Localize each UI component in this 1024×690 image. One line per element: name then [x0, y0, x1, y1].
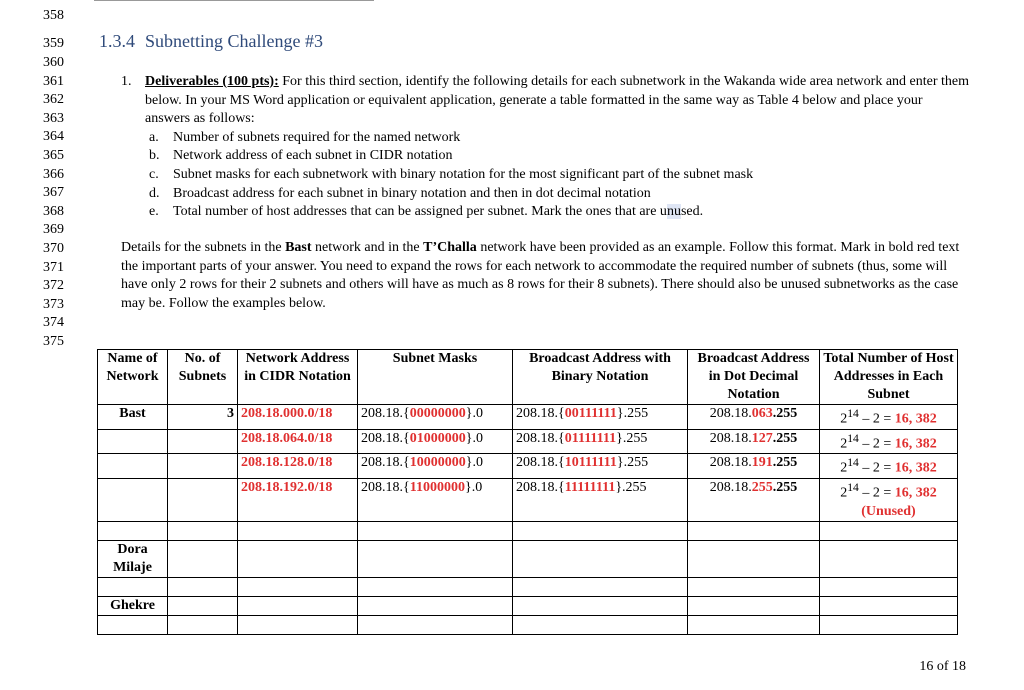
top-rule — [94, 0, 374, 3]
line-number: 371 — [43, 260, 64, 275]
hosts-base: 2 — [840, 485, 848, 501]
mask-prefix: 208.18.{ — [361, 430, 410, 446]
bb-suffix: }.255 — [615, 479, 647, 495]
table-row — [98, 540, 958, 577]
sub-item-letter: a. — [149, 129, 159, 145]
mask-binary: 01000000 — [409, 430, 466, 446]
bb-prefix: 208.18.{ — [516, 430, 565, 446]
broadcast-binary-cell — [513, 454, 688, 479]
table-header-row — [98, 350, 958, 405]
table-row — [98, 577, 958, 596]
line-number: 374 — [43, 315, 64, 330]
page-number: 16 of 18 — [919, 659, 966, 674]
header-host-count: Total Number of Host Addresses in Each Subnet — [820, 350, 958, 405]
hosts-cell — [820, 454, 958, 479]
broadcast-decimal-cell — [688, 429, 820, 454]
mask-prefix: 208.18.{ — [361, 479, 410, 495]
list-marker: 1. — [121, 74, 132, 89]
sub-item-text: Network address of each subnet in CIDR notation — [173, 148, 453, 164]
mask-binary: 10000000 — [409, 455, 466, 471]
cidr-cell: 208.18.192.0/18 — [238, 478, 358, 521]
table-row — [98, 405, 958, 430]
mask-prefix: 208.18.{ — [361, 455, 410, 471]
sub-item — [145, 129, 971, 148]
bd-prefix: 208.18. — [709, 406, 752, 421]
sub-item — [145, 203, 971, 222]
line-number: 373 — [43, 297, 64, 312]
line-number: 375 — [43, 334, 64, 349]
sub-item-text: Number of subnets required for the named network — [173, 129, 461, 145]
mask-suffix: }.0 — [465, 430, 483, 446]
mask-cell — [358, 454, 513, 479]
line-number: 368 — [43, 204, 64, 219]
bd-suffix: .255 — [772, 406, 798, 421]
header-network-name: Name of Network — [98, 350, 168, 405]
cidr-cell: 208.18.128.0/18 — [238, 454, 358, 479]
bd-suffix: .255 — [772, 455, 798, 471]
line-number: 358 — [43, 8, 64, 23]
deliverables-intro — [145, 73, 971, 129]
bd-red: 063 — [751, 406, 773, 421]
sub-item — [145, 147, 971, 166]
para-bold-bast: Bast — [285, 240, 312, 255]
hosts-exp: 14 — [847, 431, 859, 445]
sub-item-letter: c. — [149, 166, 159, 182]
mask-cell — [358, 429, 513, 454]
hosts-base: 2 — [840, 436, 848, 452]
deliverables-text: For this third section, identify the following details for each subnetwork in the Wakanda wide area network and enter them below. In your MS Word application or equivalent application, generate a table formatted in the same way as Table 4 below and place your answers as follows: — [145, 74, 970, 127]
line-number: 372 — [43, 278, 64, 293]
line-number: 365 — [43, 148, 64, 163]
bd-red: 127 — [751, 430, 773, 446]
sub-item-letter: b. — [149, 148, 160, 164]
bd-suffix: .255 — [772, 430, 798, 446]
mask-suffix: }.0 — [465, 455, 483, 471]
sub-item-text: Subnet masks for each subnetwork with binary notation for the most significant part of the subnet mask — [173, 166, 754, 182]
details-paragraph — [121, 239, 971, 313]
broadcast-decimal-cell — [688, 405, 820, 430]
subnet-count-cell: 3 — [168, 405, 238, 430]
network-name-cell: Dora Milaje — [98, 540, 168, 577]
table-row — [98, 596, 958, 615]
hosts-exp: 14 — [847, 456, 859, 470]
bd-prefix: 208.18. — [709, 479, 752, 495]
para-text: network have been provided as an example. Follow this format. Mark in bold red text the important parts of your answer. You need to expand the rows for each network to accommodate the required number of subnets (thus, some will have only 2 rows for their 2 subnets and others will have as much as 8 rows for their 8 subnets). There should also be unused subnetworks as the case may be. Follow the examples below. — [121, 240, 960, 311]
mask-cell — [358, 405, 513, 430]
hosts-cell — [820, 478, 958, 521]
line-number: 363 — [43, 111, 64, 126]
cidr-cell: 208.18.064.0/18 — [238, 429, 358, 454]
bb-binary: 11111111 — [564, 479, 616, 495]
section-number: 1.3.4 — [99, 31, 135, 51]
line-number: 366 — [43, 167, 64, 182]
bd-prefix: 208.18. — [709, 430, 752, 446]
hosts-base: 2 — [840, 411, 848, 427]
bd-suffix: .255 — [772, 479, 798, 495]
header-subnets: No. of Subnets — [168, 350, 238, 405]
line-number: 367 — [43, 185, 64, 200]
mask-cell — [358, 478, 513, 521]
bd-red: 255 — [751, 479, 773, 495]
bb-prefix: 208.18.{ — [516, 406, 565, 421]
bb-prefix: 208.18.{ — [516, 479, 565, 495]
mask-suffix: }.0 — [464, 479, 483, 495]
hosts-value: 16, 382 — [894, 436, 937, 452]
sub-item — [145, 166, 971, 185]
table-row — [98, 478, 958, 521]
line-number: 361 — [43, 74, 64, 89]
hosts-cell — [820, 405, 958, 430]
para-text: network and in the — [311, 240, 424, 255]
mask-binary: 11000000 — [409, 479, 465, 495]
section-heading — [99, 31, 323, 52]
mask-suffix: }.0 — [465, 406, 483, 421]
bb-binary: 10111111 — [564, 455, 617, 471]
table-row — [98, 454, 958, 479]
broadcast-binary-cell — [513, 429, 688, 454]
deliverables-item — [121, 73, 971, 222]
bb-prefix: 208.18.{ — [516, 455, 565, 471]
line-number: 364 — [43, 129, 64, 144]
sub-item-letter: e. — [149, 204, 159, 220]
table-row — [98, 429, 958, 454]
header-subnet-masks: Subnet Masks — [358, 350, 513, 405]
header-broadcast-decimal: Broadcast Address in Dot Decimal Notation — [688, 350, 820, 405]
header-network-address: Network Address in CIDR Notation — [238, 350, 358, 405]
table-row — [98, 615, 958, 634]
sub-item — [145, 185, 971, 204]
hosts-mid: – 2 = — [858, 460, 895, 476]
broadcast-decimal-cell — [688, 478, 820, 521]
broadcast-decimal-cell — [688, 454, 820, 479]
network-name-cell: Ghekre — [98, 596, 168, 615]
sub-item-text: Total number of host addresses that can be assigned per subnet. Mark the ones that are u — [173, 204, 667, 220]
line-number: 369 — [43, 222, 64, 237]
hosts-base: 2 — [840, 460, 848, 476]
para-text: Details for the subnets in the — [121, 240, 286, 255]
bd-prefix: 208.18. — [709, 455, 752, 471]
hosts-exp: 14 — [847, 480, 859, 494]
line-number: 370 — [43, 241, 64, 256]
para-bold-tchalla: T’Challa — [423, 240, 477, 255]
unused-label: (Unused) — [861, 503, 916, 519]
cidr-cell: 208.18.000.0/18 — [238, 405, 358, 430]
bb-suffix: }.255 — [616, 406, 649, 421]
line-number: 359 — [43, 36, 64, 51]
hosts-cell — [820, 429, 958, 454]
sub-item-text-end: sed. — [680, 204, 704, 220]
section-title: Subnetting Challenge #3 — [145, 31, 323, 51]
mask-prefix: 208.18.{ — [361, 406, 410, 421]
network-name-cell: Bast — [98, 405, 168, 430]
line-number: 362 — [43, 92, 64, 107]
broadcast-binary-cell — [513, 478, 688, 521]
hosts-mid: – 2 = — [858, 411, 895, 427]
header-broadcast-binary: Broadcast Address with Binary Notation — [513, 350, 688, 405]
mask-binary: 00000000 — [409, 406, 466, 421]
hosts-mid: – 2 = — [858, 485, 895, 501]
broadcast-binary-cell — [513, 405, 688, 430]
hosts-value: 16, 382 — [894, 485, 937, 501]
sub-item-text: Broadcast address for each subnet in binary notation and then in dot decimal notation — [173, 185, 651, 201]
bd-red: 191 — [751, 455, 773, 471]
deliverables-label: Deliverables (100 pts): — [145, 74, 279, 89]
bb-binary: 00111111 — [564, 406, 617, 421]
sub-item-letter: d. — [149, 185, 160, 201]
subnet-table — [97, 349, 958, 635]
line-number: 360 — [43, 55, 64, 70]
hosts-exp: 14 — [847, 407, 859, 420]
highlighted-text: nu — [666, 204, 681, 220]
table-row — [98, 521, 958, 540]
hosts-value: 16, 382 — [894, 411, 937, 427]
bb-binary: 01111111 — [564, 430, 617, 446]
hosts-value: 16, 382 — [894, 460, 937, 476]
bb-suffix: }.255 — [616, 455, 649, 471]
hosts-mid: – 2 = — [858, 436, 895, 452]
bb-suffix: }.255 — [616, 430, 648, 446]
